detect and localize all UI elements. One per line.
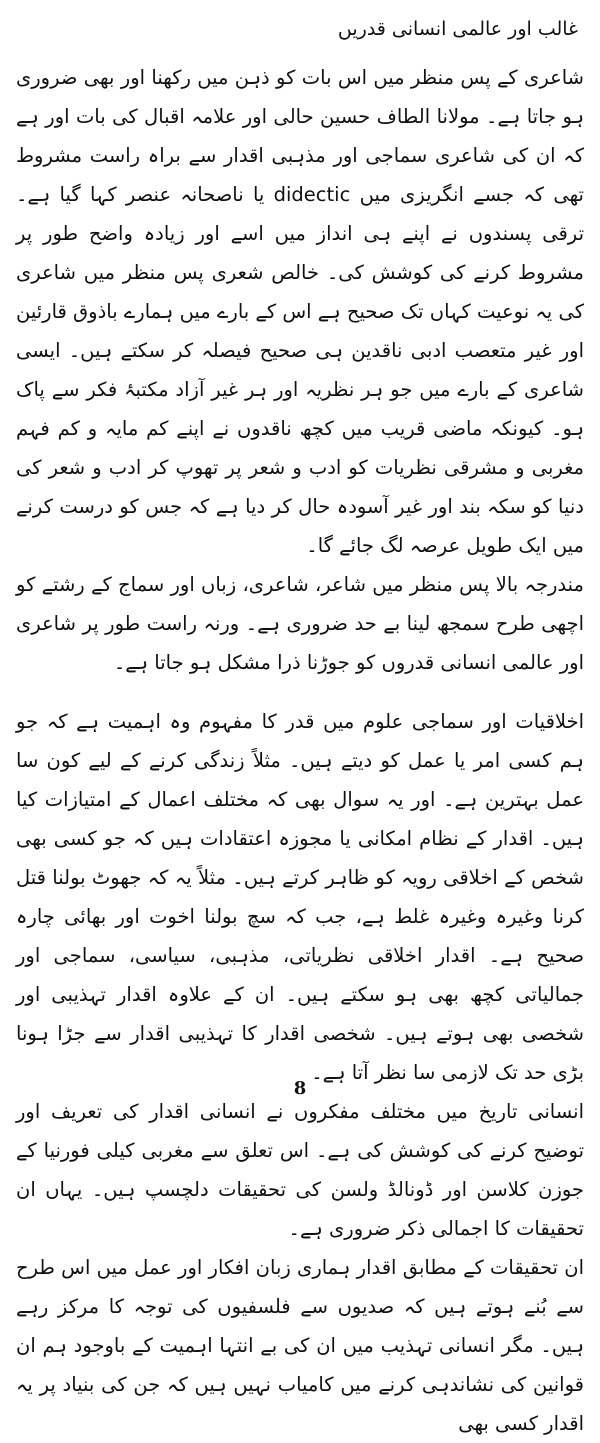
paragraph-research-findings: ان تحقیقات کے مطابق اقدار ہماری زبان افکار اور عمل میں اس طرح سے بُنے ہوتے ہیں کہ صدیوں سے فلسفیوں کی توجہ کا مرکز رہے ہیں۔ مگر انسانی تہذیب میں ان کی بے انتہا اہمیت کے باوجود ہم ان قوانین کی نشاندہی کرنے میں کامیاب نہیں ہیں کہ جن کی بنیاد پر یہ اقدار کسی بھی — [16, 1256, 584, 1435]
paragraph-values-definition: اخلاقیات اور سماجی علوم میں قدر کا مفہوم وہ اہمیت ہے کہ جو ہم کسی امر یا عمل کو دیتے ہیں۔ مثلاً زندگی کرنے کے لیے کون سا عمل بہترین ہے۔ اور یہ سوال بھی کہ مختلف اعمال کے امتیازات کیا ہیں۔ اقدار کے نظام امکانی یا مجوزہ اعتقادات ہیں کہ جو کسی بھی شخص کے اخلاقی رویہ کو ظاہر کرتے ہیں۔ مثلاً یہ کہ جھوٹ بولنا قتل کرنا وغیرہ وغیرہ غلط ہے، جب کہ سچ بولنا اخوت اور بھائی چارہ صحیح ہے۔ اقدار اخلاقی نظریاتی، مذہبی، سیاسی، سماجی اور جمالیاتی کچھ بھی ہو سکتے ہیں۔ ان کے علاوہ اقدار تہذیبی اور شخصی بھی ہوتے ہیں۔ شخصی اقدار کا تہذیبی اقدار سے جڑا ہونا بڑی حد تک لازمی سا نظر آتا ہے۔ — [16, 710, 584, 1084]
body-text — [16, 58, 584, 1443]
page-number: 8 — [293, 1078, 307, 1099]
paragraph-thinkers-research: انسانی تاریخ میں مختلف مفکروں نے انسانی اقدار کی تعریف اور توضیح کرنے کی کوشش کی ہے۔ اس تعلق سے مغربی کیلی فورنیا کے جوزن کلاسن اور ڈونالڈ ولسن کی تحقیقات دلچسپ ہیں۔ یہاں ان تحقیقات کا اجمالی ذکر ضروری ہے۔ — [16, 1100, 584, 1240]
paragraph-poetry-context: شاعری کے پس منظر میں اس بات کو ذہن میں رکھنا اور بھی ضروری ہو جاتا ہے۔ مولانا الطاف حسین حالی اور علامہ اقبال کی بات اور ہے کہ ان کی شاعری سماجی اور مذہبی اقدار سے براہ راست مشروط تھی کہ جسے انگریزی میں didectic یا ناصحانہ عنصر کہا گیا ہے۔ ترقی پسندوں نے اپنے ہی انداز میں اسے اور زیادہ واضح طور پر مشروط کرنے کی کوشش کی۔ خالص شعری پس منظر میں شاعری کی یہ نوعیت کہاں تک صحیح ہے اس کے بارے میں ہمارے باذوق قارئین اور غیر متعصب ادبی ناقدین ہی صحیح فیصلہ کر سکتے ہیں۔ ایسی شاعری کے بارے میں جو ہر نظریہ اور ہر غیر آزاد مکتبۂ فکر سے پاک ہو۔ کیونکہ ماضی قریب میں کچھ ناقدوں نے اپنے کم مایہ و کم فہم مغربی و مشرقی نظریات کو ادب و شعر پر تھوپ کر ادب و شعر کی دنیا کو سکہ بند اور غیر آسودہ حال کر دیا ہے کہ جس کو درست کرنے میں ایک طویل عرصہ لگ جائے گا۔ — [16, 66, 584, 557]
paragraph-poet-society-relation: مندرجہ بالا پس منظر میں شاعر، شاعری، زباں اور سماج کے رشتے کو اچھی طرح سمجھ لینا بے حد ضروری ہے۔ ورنہ راست طور پر شاعری اور عالمی انسانی قدروں کو جوڑنا ذرا مشکل ہو جاتا ہے۔ — [16, 573, 584, 674]
paragraph-gap — [16, 682, 584, 702]
running-header: غالب اور عالمی انسانی قدریں — [337, 18, 578, 40]
